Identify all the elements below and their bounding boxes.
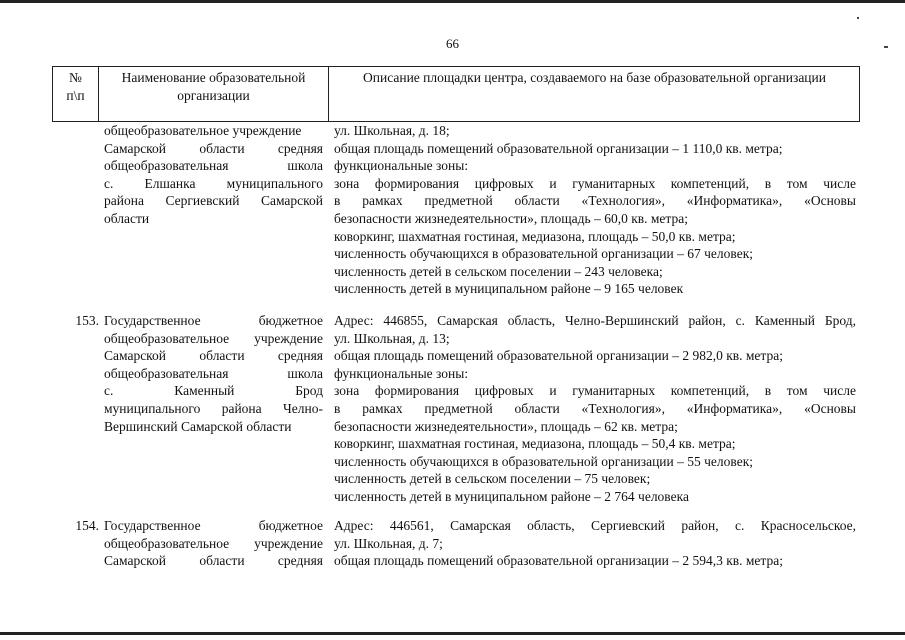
desc-line: ул. Школьная, д. 18; (334, 123, 450, 138)
desc-line: в рамках предметной области «Технология», «Информатика», «Основы (334, 400, 856, 416)
header-cell-description (330, 69, 859, 87)
column-divider (328, 67, 329, 121)
desc-line: коворкинг, шахматная гостиная, медиазона, площадь – 50,4 кв. метра; (334, 436, 736, 452)
desc-line: Адрес: 446855, Самарская область, Челно-Вершинский район, с. Каменный Брод, (334, 313, 856, 328)
desc-line: численность обучающихся в образовательной организации – 55 человек; (334, 453, 754, 469)
header-text: Наименование образовательной (121, 70, 306, 85)
header-text: № (69, 70, 82, 85)
entry-organization (104, 312, 323, 435)
org-line: Самарской области средняя (104, 553, 323, 569)
desc-line: безопасности жизнедеятельности», площадь – 62 кв. метра; (334, 418, 678, 434)
org-line: Государственное бюджетное (104, 313, 323, 328)
org-line: муниципального района Челно- (104, 400, 323, 416)
bottom-scan-border (0, 632, 905, 635)
org-line: с. Каменный Брод (104, 383, 323, 399)
desc-line: численность детей в муниципальном районе – 9 165 человек (334, 281, 684, 297)
org-line: района Сергиевский Самарской (104, 193, 323, 209)
org-line: общеобразовательное учреждение (104, 123, 302, 138)
org-line: общеобразовательная школа (104, 365, 323, 381)
header-text: организации (177, 87, 250, 103)
header-text: Описание площадки центра, создаваемого на базе образовательной организации (363, 70, 826, 85)
header-cell-organization (99, 69, 328, 104)
header-text: п\п (66, 87, 85, 103)
org-line: Вершинский Самарской области (104, 418, 292, 434)
entry-organization (104, 517, 323, 570)
desc-line: зона формирования цифровых и гуманитарных компетенций, в том числе (334, 175, 856, 191)
entry-number: 153. (75, 313, 99, 328)
desc-line: функциональные зоны: (334, 158, 469, 174)
org-line: Самарской области средняя (104, 348, 323, 364)
desc-line: численность детей в муниципальном районе – 2 764 человека (334, 488, 689, 504)
desc-line: ул. Школьная, д. 13; (334, 330, 450, 346)
desc-line: безопасности жизнедеятельности», площадь – 60,0 кв. метра; (334, 210, 688, 226)
desc-line: численность детей в сельском поселении – 75 человек; (334, 471, 651, 487)
desc-line: общая площадь помещений образовательной организации – 2 982,0 кв. метра; (334, 348, 783, 364)
top-scan-border (0, 0, 905, 3)
header-cell-number (53, 69, 98, 104)
desc-line: численность обучающихся в образовательной организации – 67 человек; (334, 246, 754, 262)
desc-line: общая площадь помещений образовательной организации – 1 110,0 кв. метра; (334, 140, 783, 156)
org-line: общеобразовательная школа (104, 158, 323, 174)
entry-description (334, 312, 856, 506)
desc-line: численность детей в сельском поселении – 243 человека; (334, 263, 663, 279)
entry-description (334, 517, 856, 570)
org-line: Государственное бюджетное (104, 518, 323, 533)
org-line: общеобразовательное учреждение (104, 330, 323, 346)
entry-number: 154. (75, 518, 99, 533)
scan-speck (857, 17, 859, 19)
table-header (52, 66, 860, 122)
desc-line: зона формирования цифровых и гуманитарных компетенций, в том числе (334, 383, 856, 399)
entry-description (334, 122, 856, 298)
page-number: 66 (446, 36, 459, 51)
entry-organization (104, 122, 323, 228)
org-line: с. Елшанка муниципального (104, 175, 323, 191)
desc-line: ул. Школьная, д. 7; (334, 535, 443, 551)
desc-line: коворкинг, шахматная гостиная, медиазона, площадь – 50,0 кв. метра; (334, 228, 736, 244)
desc-line: общая площадь помещений образовательной организации – 2 594,3 кв. метра; (334, 553, 783, 569)
org-line: Самарской области средняя (104, 140, 323, 156)
org-line: области (104, 210, 150, 226)
org-line: общеобразовательное учреждение (104, 535, 323, 551)
desc-line: функциональные зоны: (334, 365, 469, 381)
desc-line: в рамках предметной области «Технология», «Информатика», «Основы (334, 193, 856, 209)
desc-line: Адрес: 446561, Самарская область, Сергиевский район, с. Красносельское, (334, 518, 856, 533)
